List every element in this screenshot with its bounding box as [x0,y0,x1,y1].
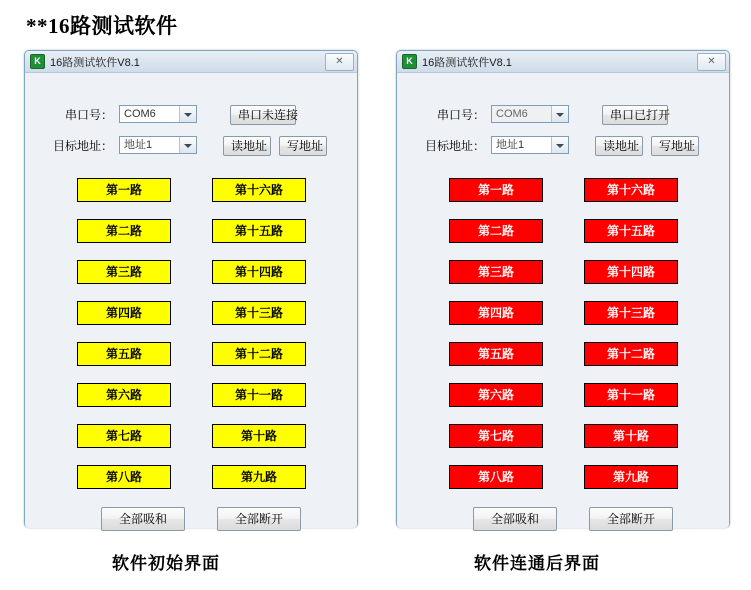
port-label: 串口号： [436,107,485,122]
target-address-label: 目标地址： [424,138,485,153]
channel-button[interactable]: 第五路 [449,342,543,366]
channel-button[interactable]: 第二路 [77,219,171,243]
channel-button[interactable]: 第十二路 [584,342,678,366]
channel-button[interactable]: 第十一路 [212,383,306,407]
titlebar-right [397,51,729,73]
close-icon[interactable]: ✕ [697,53,726,71]
write-address-button[interactable]: 写地址 [279,136,327,156]
port-select[interactable]: COM6 [119,105,197,123]
channel-button[interactable]: 第八路 [449,465,543,489]
channel-button[interactable]: 第四路 [449,301,543,325]
connection-status-button[interactable]: 串口已打开 [602,105,668,125]
port-row-right [423,105,569,123]
channel-button[interactable]: 第十二路 [212,342,306,366]
chevron-down-icon [179,106,196,122]
port-row-left [51,105,197,123]
channel-button[interactable]: 第十四路 [212,260,306,284]
target-address-label: 目标地址： [52,138,113,153]
channel-button[interactable]: 第九路 [212,465,306,489]
port-label: 串口号： [64,107,113,122]
app-icon: K [402,54,417,69]
channel-button[interactable]: 第十三路 [212,301,306,325]
address-row-left [51,136,197,154]
port-select[interactable]: COM6 [491,105,569,123]
channel-button[interactable]: 第七路 [449,424,543,448]
channel-button[interactable]: 第十路 [212,424,306,448]
channel-button[interactable]: 第十五路 [584,219,678,243]
channel-button[interactable]: 第九路 [584,465,678,489]
target-address-select[interactable]: 地址1 [119,136,197,154]
channel-button[interactable]: 第十六路 [212,178,306,202]
client-area-left [25,73,357,528]
channel-button[interactable]: 第七路 [77,424,171,448]
all-on-button[interactable]: 全部吸和 [101,507,185,531]
connection-status-button[interactable]: 串口未连接 [230,105,296,125]
channel-button[interactable]: 第十四路 [584,260,678,284]
channel-button[interactable]: 第一路 [449,178,543,202]
all-on-button[interactable]: 全部吸和 [473,507,557,531]
channel-button[interactable]: 第四路 [77,301,171,325]
channel-button[interactable]: 第十三路 [584,301,678,325]
target-address-select[interactable]: 地址1 [491,136,569,154]
write-address-button[interactable]: 写地址 [651,136,699,156]
page-title: **16路测试软件 [26,14,178,38]
read-address-button[interactable]: 读地址 [223,136,271,156]
chevron-down-icon [179,137,196,153]
channel-button[interactable]: 第五路 [77,342,171,366]
window-title-right: 16路测试软件V8.1 [422,56,512,69]
client-area-right [397,73,729,528]
app-icon: K [30,54,45,69]
titlebar-left [25,51,357,73]
channel-button[interactable]: 第十五路 [212,219,306,243]
all-off-button[interactable]: 全部断开 [217,507,301,531]
channel-button[interactable]: 第一路 [77,178,171,202]
channel-button[interactable]: 第三路 [449,260,543,284]
address-row-right [423,136,569,154]
channel-button[interactable]: 第十一路 [584,383,678,407]
channel-button[interactable]: 第二路 [449,219,543,243]
channel-button[interactable]: 第十路 [584,424,678,448]
all-off-button[interactable]: 全部断开 [589,507,673,531]
channel-button[interactable]: 第十六路 [584,178,678,202]
window-initial [24,50,358,528]
caption-connected: 软件连通后界面 [474,554,600,573]
read-address-button[interactable]: 读地址 [595,136,643,156]
chevron-down-icon [551,137,568,153]
channel-button[interactable]: 第八路 [77,465,171,489]
window-connected [396,50,730,528]
window-title-left: 16路测试软件V8.1 [50,56,140,69]
channel-button[interactable]: 第三路 [77,260,171,284]
caption-initial: 软件初始界面 [112,554,220,573]
channel-button[interactable]: 第六路 [449,383,543,407]
channel-button[interactable]: 第六路 [77,383,171,407]
close-icon[interactable]: ✕ [325,53,354,71]
chevron-down-icon [551,106,568,122]
